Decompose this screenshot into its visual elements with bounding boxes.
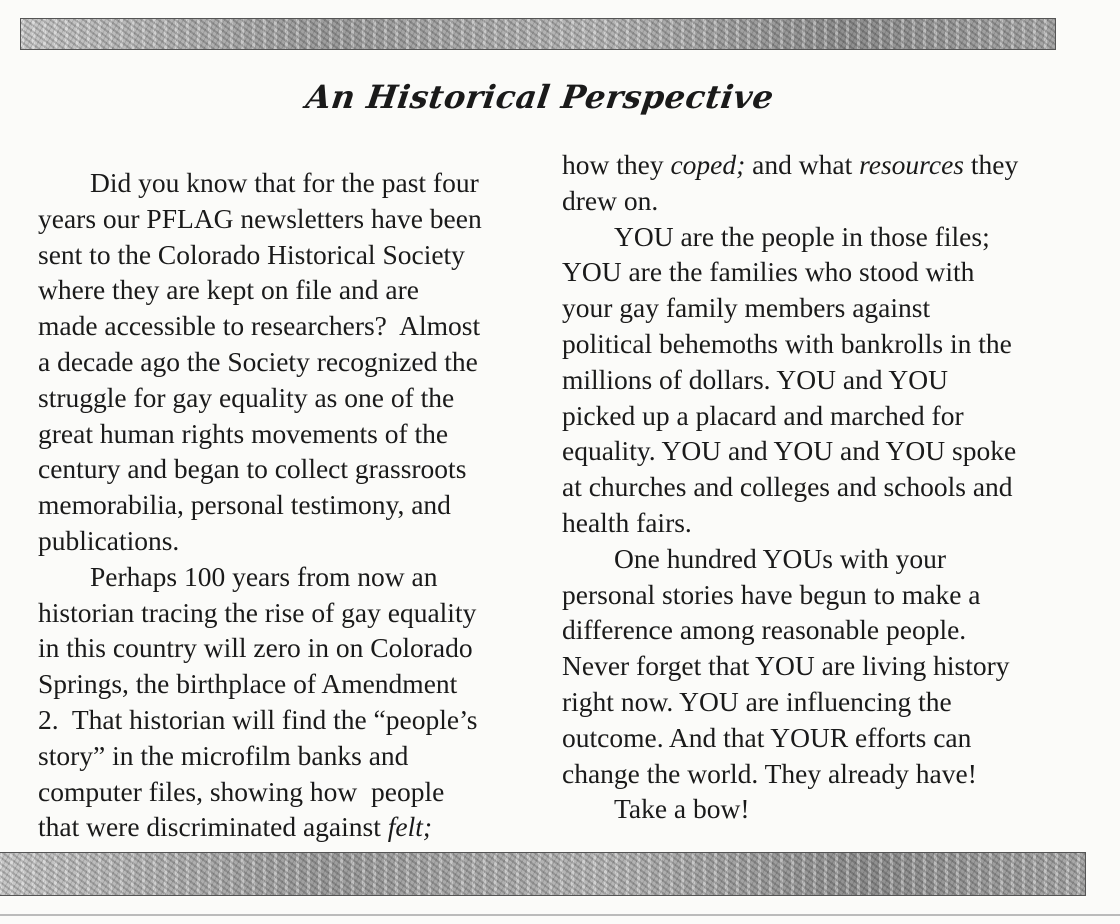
text-line xyxy=(38,166,479,200)
text-line xyxy=(38,345,478,379)
text-line xyxy=(562,184,658,218)
text-line xyxy=(38,596,476,630)
text-segment: computer files, showing how people xyxy=(38,775,445,807)
italic-text: resources xyxy=(859,149,964,180)
text-line xyxy=(562,363,948,397)
text-line xyxy=(562,542,946,576)
text-segment: personal stories have begun to make a xyxy=(562,578,981,610)
text-line xyxy=(562,757,977,791)
text-line xyxy=(38,381,454,415)
text-segment: struggle for gay equality as one of the xyxy=(38,381,455,413)
text-segment: your gay family members against xyxy=(562,292,931,324)
text-segment: where they are kept on file and are xyxy=(38,274,419,306)
text-segment: One hundred YOUs with your xyxy=(614,542,946,574)
text-line xyxy=(562,613,966,647)
text-segment: great human rights movements of the xyxy=(38,417,449,449)
text-segment: century and began to collect grassroots xyxy=(38,453,467,485)
text-segment: YOU are the families who stood with xyxy=(562,256,975,288)
page-edge xyxy=(0,914,1120,916)
text-line xyxy=(38,739,408,773)
text-segment: made accessible to researchers? Almost xyxy=(38,310,481,342)
text-segment: millions of dollars. YOU and YOU xyxy=(562,363,948,395)
text-segment: Never forget that YOU are living history xyxy=(562,650,1010,682)
text-line xyxy=(38,775,444,809)
text-segment: YOU are the people in those files; xyxy=(614,220,990,252)
text-line xyxy=(38,703,477,737)
text-line xyxy=(562,434,1016,468)
text-line xyxy=(38,273,419,307)
text-segment: change the world. They already have! xyxy=(562,757,977,789)
text-segment: Perhaps 100 years from now an xyxy=(90,560,438,592)
text-segment: years our PFLAG newsletters have been xyxy=(38,202,482,234)
text-segment: picked up a placard and marched for xyxy=(562,399,964,431)
text-line xyxy=(38,524,179,558)
text-segment: 2. That historian will find the “people’s xyxy=(38,704,478,735)
text-segment: drew on. xyxy=(562,184,659,216)
text-line xyxy=(38,488,451,522)
text-line xyxy=(38,667,457,701)
text-line xyxy=(562,578,980,612)
text-segment: Take a bow! xyxy=(614,793,750,825)
text-segment: they xyxy=(963,149,1019,180)
text-segment: equality. YOU and YOU and YOU spoke xyxy=(562,435,1017,467)
text-segment: that were discriminated against xyxy=(38,811,388,843)
text-line xyxy=(562,148,1018,182)
text-segment: health fairs. xyxy=(562,507,692,538)
text-line xyxy=(38,417,448,451)
decorative-banner-bottom xyxy=(0,852,1086,896)
text-segment: historian tracing the rise of gay equality xyxy=(38,596,477,628)
text-line xyxy=(562,649,1010,683)
text-segment: Springs, the birthplace of Amendment xyxy=(38,668,458,700)
decorative-banner-top xyxy=(20,18,1056,50)
text-segment: political behemoths with bankrolls in the xyxy=(562,328,1012,359)
text-segment: publications. xyxy=(38,525,180,556)
text-line xyxy=(38,810,432,844)
text-line xyxy=(562,506,692,540)
text-line xyxy=(38,631,473,665)
text-segment: Did you know that for the past four xyxy=(90,167,479,198)
text-segment: difference among reasonable people. xyxy=(562,614,967,646)
text-line xyxy=(562,470,1013,504)
text-line xyxy=(562,685,952,719)
text-line xyxy=(562,399,964,433)
text-line xyxy=(38,560,437,594)
text-segment: right now. YOU are influencing the xyxy=(562,686,952,717)
text-line xyxy=(38,202,482,236)
text-segment: story” in the microfilm banks and xyxy=(38,739,409,771)
text-line xyxy=(562,792,750,826)
italic-text: coped; xyxy=(670,149,746,180)
text-line xyxy=(38,309,480,343)
text-segment: in this country will zero in on Colorado xyxy=(38,632,473,664)
text-segment: outcome. And that YOUR efforts can xyxy=(562,721,972,753)
text-segment: memorabilia, personal testimony, and xyxy=(38,489,451,521)
italic-text: felt; xyxy=(387,811,433,843)
text-segment: how they xyxy=(562,149,671,180)
text-line xyxy=(562,291,930,325)
text-segment: sent to the Colorado Historical Society xyxy=(38,238,465,270)
text-line xyxy=(562,220,990,254)
text-line xyxy=(562,721,971,755)
text-segment: a decade ago the Society recognized the xyxy=(38,346,478,377)
text-segment: and what xyxy=(745,149,860,180)
text-line xyxy=(38,452,466,486)
text-line xyxy=(562,327,1012,361)
text-segment: at churches and colleges and schools and xyxy=(562,471,1013,503)
text-line xyxy=(562,255,974,289)
text-line xyxy=(38,238,465,272)
article-title: An Historical Perspective xyxy=(303,78,777,116)
